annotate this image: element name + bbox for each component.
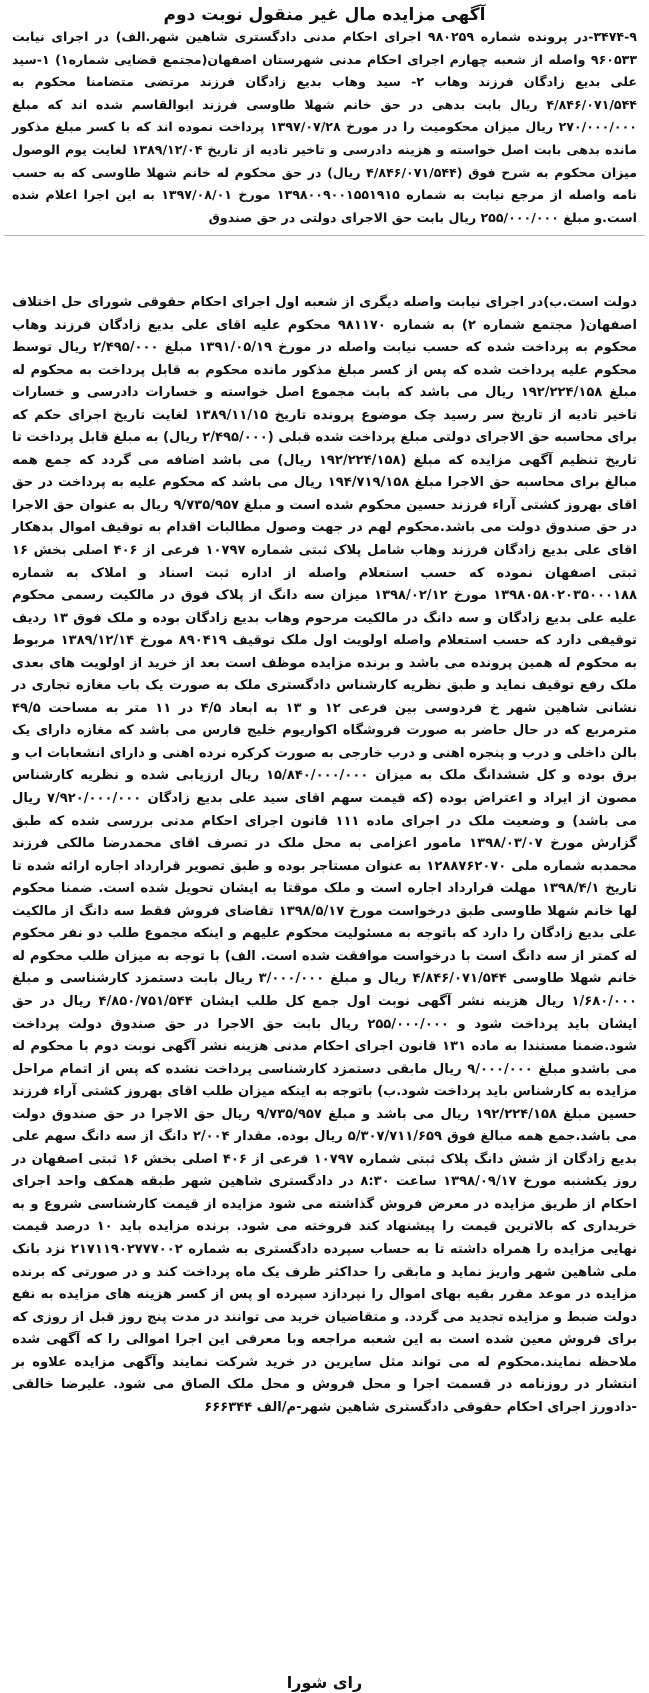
auction-notice xyxy=(4,0,645,1693)
notice-body-paragraph: دولت است.ب)در اجرای نیابت واصله دیگری از شعبه اول اجرای احکام حقوقی شورای حل اختلاف اصفهان( مجتمع شماره ۲) به شماره ۹۸۱۱۷۰ محکوم علیه اقای علی بدیع زادگان فرزند وهاب محکوم به پرداخت شده که حسب نیابت واصله در مورخ ۱۳۹۱/۰۵/۱۹ مبلغ ۲/۴۹۵/۰۰۰ ریال توسط محکوم علیه پرداخت شده که پس از کسر مبلغ مذکور مانده محکوم به قابل پرداخت به محکوم له مبلغ ۱۹۲/۲۲۴/۱۵۸ ریال می باشد که بابت مجموع اصل خواسته و خسارات دادرسی و خسارات تاخیر تادیه از تاریخ سر رسید چک موضوع پرونده تاریخ ۱۳۸۹/۱۱/۱۵ لغایت تاریخ اجرای حکم که برای محاسبه حق الاجرای دولتی مبلغ پرداخت شده قبلی (۲/۴۹۵/۰۰۰ ریال) به مبلغ قابل پرداخت تا تاریخ تنظیم آگهی مزایده که مبلغ (۱۹۲/۲۲۴/۱۵۸ ریال) می باشد اضافه می گردد که جمع همه مبالغ برای محاسبه حق الاجرا مبلغ ۱۹۴/۷۱۹/۱۵۸ ریال می باشد که محکوم علیه به پرداخت در حق اقای بهروز کشتی آراء فرزند حسین محکوم شده است و مبلغ ۹/۷۳۵/۹۵۷ ریال به عنوان حق الاجرا در حق صندوق دولت می باشد.محکوم لهم در جهت وصول مطالبات اقدام به توقیف اموال بدهکار اقای علی بدیع زادگان فرزند وهاب شامل پلاک ثبتی شماره ۱۰۷۹۷ فرعی از ۴۰۶ اصلی بخش ۱۶ ثبتی اصفهان نموده که حسب استعلام واصله از اداره ثبت اسناد و املاک به شماره ۱۳۹۸۰۵۸۰۲۰۳۵۰۰۰۱۸۸ مورخ ۱۳۹۸/۰۲/۱۲ میزان سه دانگ از پلاک فوق در مالکیت رسمی محکوم علیه علی بدیع زادگان و سه دانگ در مالکیت مرحوم وهاب بدیع زادگان بوده و ملک فوق ۱۳ ردیف توقیفی دارد که حسب استعلام واصله اولویت اول ملک توقیف ۸۹۰۴۱۹ مورخ ۱۳۸۹/۱۲/۱۴ مربوط به محکوم له همین پرونده می باشد و برنده مزایده موظف است بعد از خرید از اولویت های بعدی ملک رفع توقیف نماید و طبق نظریه کارشناس دادگستری ملک به صورت یک باب مغازه تجاری در نشانی شاهین شهر خ فردوسی بین فرعی ۱۲ و ۱۳ به ابعاد ۴/۵ در ۱۱ متر به مساحت ۴۹/۵ مترمربع که در حال حاضر به صورت فروشگاه اکواریوم خلیج فارس می باشد که مغازه دارای یک بالن داخلی و درب و پنجره اهنی و درب خارجی به صورت کرکره نرده اهنی و دارای انشعابات اب و برق بوده و کل ششدانگ ملک به میزان ۱۵/۸۴۰/۰۰۰/۰۰۰ ریال ارزیابی شده و نظریه کارشناس مصون از ایراد و اعتراض بوده (که قیمت سهم اقای سید علی بدیع زادگان ۷/۹۲۰/۰۰۰/۰۰۰ ریال می باشد) و وضعیت ملک در اجرای ماده ۱۱۱ قانون اجرای احکام مدنی بررسی شده که طبق گزارش مورخ ۱۳۹۸/۰۳/۰۷ مامور اعزامی به محل ملک در تصرف اقای محمدرضا مالکی فرزند محمدبه شماره ملی ۱۲۸۸۷۶۲۰۷۰ به عنوان مستاجر بوده و طبق تصویر قرارداد اجاره ارائه شده تا تاریخ ۱۳۹۸/۴/۱ مهلت قرارداد اجاره است و ملک موقتا به ایشان تحویل شده است. ضمنا محکوم لها خانم شهلا طاوسی طبق درخواست مورخ ۱۳۹۸/۵/۱۷ تقاضای فروش فقط سه دانگ از مالکیت علی بدیع زادگان را دارد که باتوجه به مسئولیت محکوم علیهم و اینکه مجموع طلب دو نفر محکوم له کمتر از سه دانگ است با درخواست موافقت شده است. الف) با توجه به میزان طلب محکوم له خانم شهلا طاوسی ۴/۸۴۶/۰۷۱/۵۴۴ ریال و مبلغ ۳/۰۰۰/۰۰۰ ریال بابت دستمزد کارشناسی و مبلغ ۱/۶۸۰/۰۰۰ ریال هزینه نشر آگهی نوبت اول جمع کل طلب ایشان ۴/۸۵۰/۷۵۱/۵۴۴ ریال در حق ایشان باید پرداخت شود و ۲۵۵/۰۰۰/۰۰۰ ریال بابت حق الاجرا در حق صندوق دولت پرداخت شود.ضمنا مستندا به ماده ۱۳۱ قانون اجرای احکام مدنی هزینه نشر آگهی نوبت دوم با محکوم له می باشدو مبلغ ۹/۰۰۰/۰۰۰ ریال مابقی دستمزد کارشناسی پرداخت نشده که پس از اتمام مراحل مزایده به کارشناس باید پرداخت شود.ب) باتوجه به اینکه میزان طلب اقای بهروز کشتی آراء فرزند حسین مبلغ ۱۹۲/۲۲۴/۱۵۸ ریال می باشد و مبلغ ۹/۷۳۵/۹۵۷ ریال حق الاجرا در حق صندوق دولت می باشد.جمع همه مبالغ فوق ۵/۳۰۷/۷۱۱/۶۵۹ ریال بوده. مقدار ۲/۰۰۴ دانگ از سه دانگ سهم علی بدیع زادگان از شش دانگ پلاک ثبتی شماره ۱۰۷۹۷ فرعی از ۴۰۶ اصلی بخش ۱۶ ثبتی اصفهان در روز یکشنبه مورخ ۱۳۹۸/۰۹/۱۷ ساعت ۸:۳۰ در دادگستری شاهین شهر طبقه همکف واحد اجرای احکام از طریق مزایده در معرض فروش گذاشته می شود مزایده از قیمت کارشناسی شروع و به خریداری که بالاترین قیمت را پیشنهاد کند فروخته می شود. برنده مزایده باید ۱۰ درصد قیمت نهایی مزایده را همراه داشته تا به حساب سپرده دادگستری به شماره ۲۱۷۱۱۹۰۲۷۷۷۰۰۲ نزد بانک ملی شاهین شهر واریز نماید و مابقی را حداکثر ظرف یک ماه پرداخت کند و در صورتی که برنده مزایده در موعد مقرر بقیه بهای اموال را نپردازد سپرده او پس از کسر هزینه های مزایده به نفع دولت ضبط و مزایده تجدید می گردد. و متقاضیان خرید می توانند در مدت پنج روز قبل از روزی که برای فروش معین شده است به این شعبه مراجعه وبا معرفی این اجرا اموالی را که آگهی شده ملاحظه نمایند.محکوم له می تواند مثل سایرین در خرید شرکت نمایند وآگهی مزایده علاوه بر انتشار در روزنامه در قسمت اجرا و محل فروش و محل ملک الصاق می شود. علیرضا خالقی -دادورز اجرای احکام حقوقی دادگستری شاهین شهر-م/الف ۶۶۶۳۴۴ xyxy=(12,295,638,1415)
notice-title: آگهی مزایده مال غیر منقول نوبت دوم xyxy=(163,5,486,25)
next-notice-heading: رای شورا xyxy=(286,1673,363,1692)
notice-intro-paragraph: ۳۴۷۴-۹-در پرونده شماره ۹۸۰۲۵۹ اجرای احکام مدنی دادگستری شاهین شهر.الف) در اجرای نیابت ۹۶۰۵۳۳ واصله از شعبه چهارم اجرای احکام مدنی شهرستان اصفهان(مجتمع قضایی شماره۱) ۱-سید علی بدیع زادگان فرزند وهاب ۲- سید وهاب بدیع زادگان فرزند مرتضی متضامنا محکوم به ۴/۸۴۶/۰۷۱/۵۴۴ ریال بابت بدهی در حق خانم شهلا طاوسی فرزند ابوالقاسم شده اند که مبلغ ۲۷۰/۰۰۰/۰۰۰ ریال میزان محکومیت را در مورخ ۱۳۹۷/۰۷/۲۸ پرداخت نموده اند که با کسر مبلغ مذکور مانده بدهی بابت اصل خواسته و هزینه دادرسی و تاخیر تادیه از تاریخ ۱۳۸۹/۱۲/۰۴ لغایت یوم الوصول میزان محکوم به شرح فوق (۴/۸۴۶/۰۷۱/۵۴۴ ریال) در حق محکوم له خانم شهلا طاوسی که به حسب نامه واصله از مرجع نیابت به شماره ۱۳۹۸۰۰۹۰۰۱۵۵۱۹۱۵ مورخ ۱۳۹۷/۰۸/۰۱ به این اجرا اعلام شده است.و مبلغ ۲۵۵/۰۰۰/۰۰۰ ریال بابت حق الاجرای دولتی در حق صندوق xyxy=(12,29,638,225)
column-separator xyxy=(4,235,645,246)
